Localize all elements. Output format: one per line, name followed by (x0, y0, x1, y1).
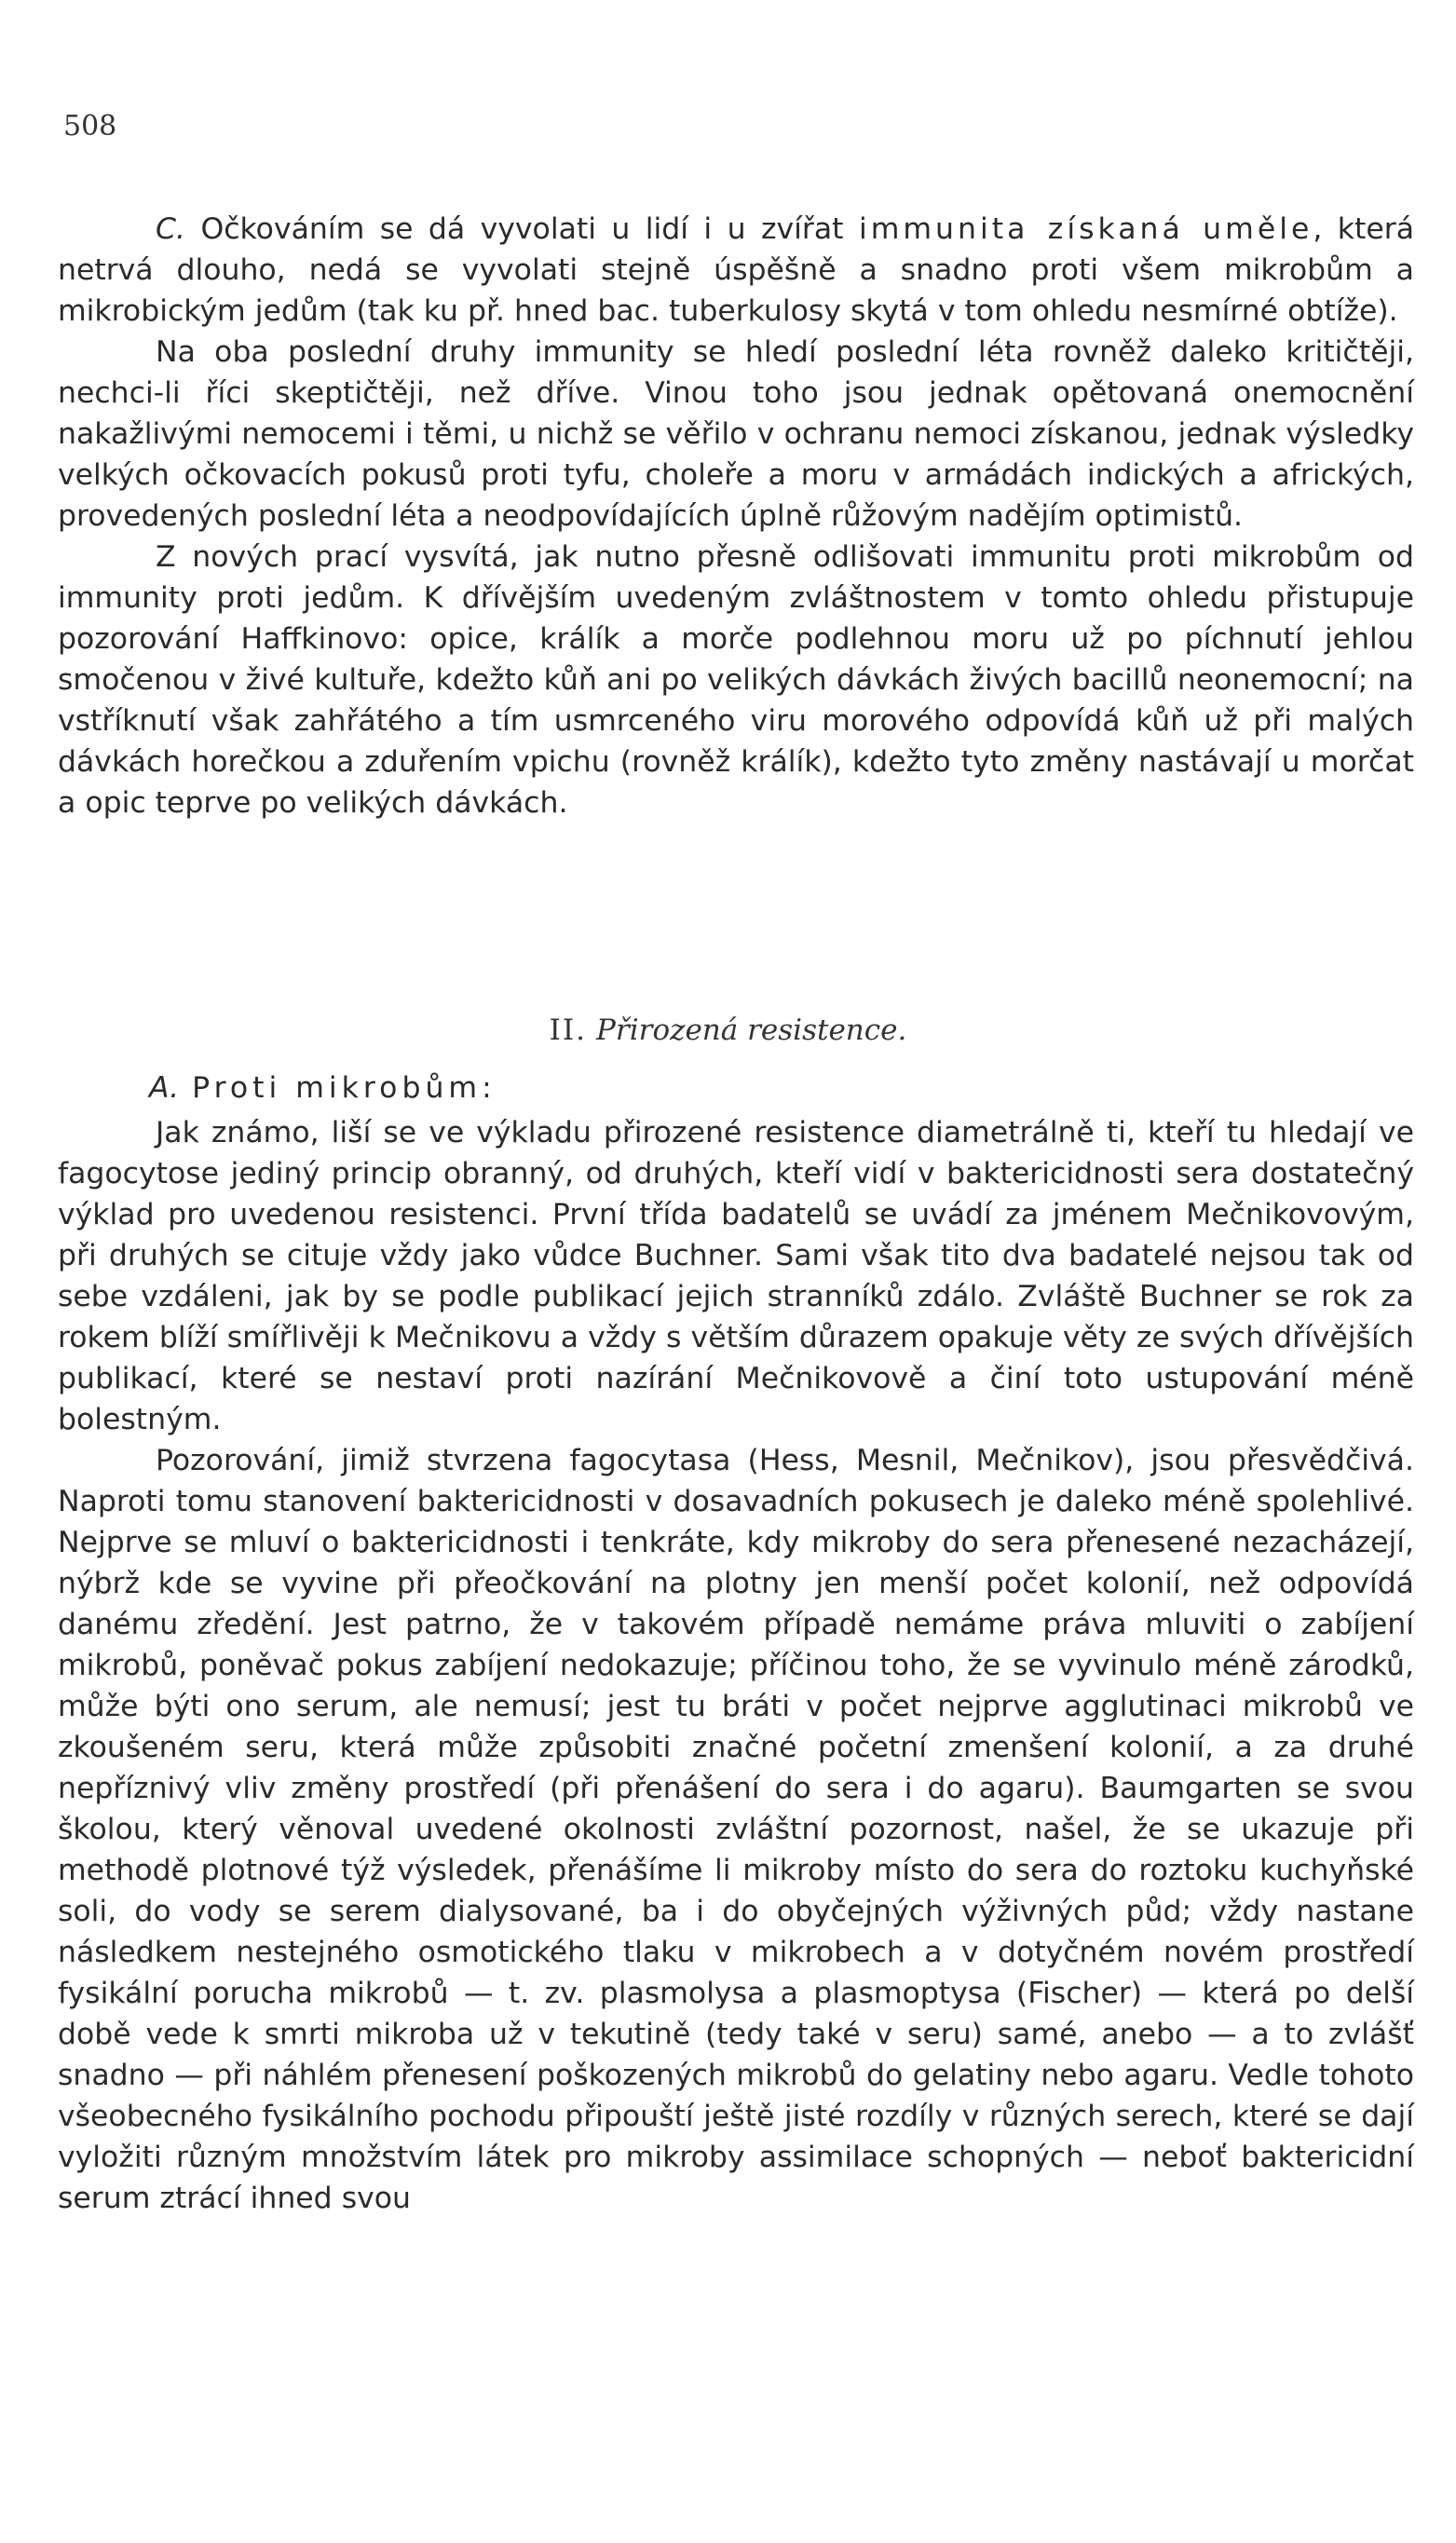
section-a-text (58, 1112, 1414, 2219)
subsection-letter: A. (149, 1071, 180, 1105)
section-heading (0, 1013, 1456, 1047)
section-number: II. (549, 1013, 588, 1047)
page-number: 508 (63, 110, 117, 143)
paragraph-haffkin: Z nových prací vysvítá, jak nutno přesně odlišovati immunitu proti mikrobům od immunity proti jedům. K dřívějším uvedeným zvláštnostem v tomto ohledu přistupuje pozorování Haffkinovo: opice, králík a morče podlehnou moru už po píchnutí jehlou smočenou v živé kultuře, kdežto kůň ani po velikých dávkách živých bacillů neonemocní; na vstříknutí však zahřátého a tím usmrceného viru morového odpovídá kůň už při malých dávkách horečkou a zduřením vpichu (rovněž králík), kdežto tyto změny nastávají u morčat a opic teprve po velikých dávkách. (58, 540, 1414, 820)
paragraph-immunita-ziskana: C. Očkováním se dá vyvolati u lidí i u zvířat immunita získaná uměle, která netrvá dlouho, nedá se vyvolati stejně úspěšně a snadno proti všem mikrobům a mikrobickým jedům (tak ku př. hned bac. tuberkulosy skytá v tom ohledu nesmírné obtíže). (58, 212, 1414, 328)
section-title: Přirozená resistence. (596, 1013, 907, 1047)
subsection-label: Proti mikrobům: (192, 1071, 497, 1105)
section-c-text (58, 209, 1414, 823)
emphasized-term: immunita získaná uměle (858, 212, 1313, 246)
section-letter-c: C. (156, 212, 186, 246)
paragraph-kritictejsi: Na oba poslední druhy immunity se hledí poslední léta rovněž daleko kritičtěji, nechci-li říci skeptičtěji, než dříve. Vinou toho jsou jednak opětovaná onemocnění nakažlivými nemocemi i těmi, u nichž se věřilo v ochranu nemoci získanou, jednak výsledky velkých očkovacích pokusů proti tyfu, choleře a moru v armádách indických a afrických, provedených poslední léta a neodpovídajících úplně růžovým nadějím optimistů. (58, 335, 1414, 533)
subsection-heading (149, 1068, 497, 1108)
paragraph-fagocytasa: Pozorování, jimiž stvrzena fagocytasa (Hess, Mesnil, Mečnikov), jsou přesvědčivá. Naproti tomu stanovení baktericidnosti v dosavadních pokusech je daleko méně spolehlivé. Nejprve se mluví o baktericidnosti i tenkráte, kdy mikroby do sera přenesené nezacházejí, nýbrž kde se vyvine při přeočkování na plotny jen menší počet kolonií, než odpovídá danému zředění. Jest patrno, že v takovém případě nemáme práva mluviti o zabíjení mikrobů, poněvač pokus zabíjení nedokazuje; příčinou toho, že se vyvinulo méně zárodků, může býti ono serum, ale nemusí; jest tu bráti v počet nejprve agglutinaci mikrobů ve zkoušeném seru, která může způsobiti značné početní zmenšení kolonií, a za druhé nepříznivý vliv změny prostředí (při přenášení do sera i do agaru). Baumgarten se svou školou, který věnoval uvedené okolnosti zvláštní pozornost, našel, že se ukazuje při methodě plotnové týž výsledek, přenášíme li mikroby místo do sera do roztoku kuchyňské soli, do vody se serem dialysované, ba i do obyčejných výživných půd; vždy nastane následkem nestejného osmotického tlaku v mikrobech a v dotyčném novém prostředí fysikální porucha mikrobů — t. zv. plasmolysa a plasmoptysa (Fischer) — která po delší době vede k smrti mikroba už v tekutině (tedy také v seru) samé, anebo — a to zvlášť snadno — při náhlém přenesení poškozených mikrobů do gelatiny nebo agaru. Vedle tohoto všeobecného fysikálního pochodu připouští ještě jisté rozdíly v různých serech, které se dají vyložiti různým množstvím látek pro mikroby assimilace schopných — neboť baktericidní serum ztrácí ihned svou (58, 1444, 1414, 2215)
paragraph-resistence: Jak známo, liší se ve výkladu přirozené resistence diametrálně ti, kteří tu hledají ve fagocytose jediný princip obranný, od druhých, kteří vidí v baktericidnosti sera dostatečný výklad pro uvedenou resistenci. První třída badatelů se uvádí za jménem Mečnikovovým, při druhých se cituje vždy jako vůdce Buchner. Sami však tito dva badatelé nejsou tak od sebe vzdáleni, jak by se podle publikací jejich stranníků zdálo. Zvláště Buchner se rok za rokem blíží smířlivěji k Mečnikovu a vždy s větším důrazem opakuje věty ze svých dřívějších publikací, které se nestaví proti nazírání Mečnikovově a činí toto ustupování méně bolestným. (58, 1116, 1414, 1436)
